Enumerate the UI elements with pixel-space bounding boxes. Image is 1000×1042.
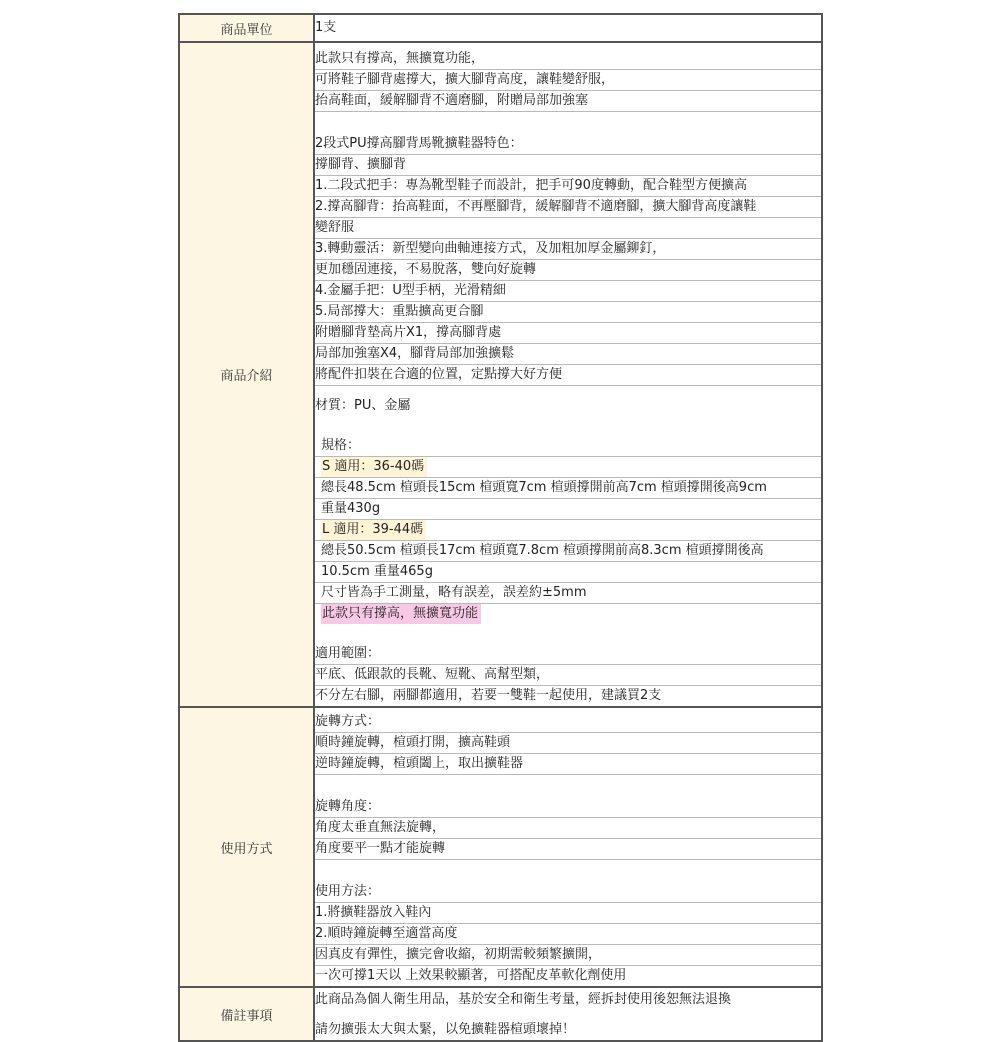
- warning-highlight: 此款只有撐高，無擴寬功能: [321, 604, 481, 624]
- notes-line: 請勿擴張太大與太緊，以免擴鞋器楦頭壞掉！: [315, 1022, 576, 1037]
- row-usage: [179, 707, 822, 987]
- scope-title: 適用範圍：: [315, 644, 822, 665]
- label-usage: 使用方式: [179, 707, 314, 987]
- feature-line: 4.金屬手把：U型手柄，光滑精細: [315, 281, 822, 302]
- method-title: 使用方法：: [315, 882, 822, 903]
- size-l-line: [315, 520, 822, 541]
- method-line: 因真皮有彈性，擴完會收縮，初期需較頻繁擴開，: [315, 945, 822, 966]
- angle-title: 旋轉角度：: [315, 797, 822, 818]
- feature-line: 局部加強塞X4，腳背局部加強擴鬆: [315, 344, 822, 365]
- size-l-highlight: L 適用：39-44碼: [321, 520, 426, 540]
- value-usage: [314, 707, 822, 987]
- size-s-highlight: S 適用：36-40碼: [321, 457, 427, 477]
- spacer: [315, 1010, 821, 1020]
- value-notes: [314, 987, 822, 1041]
- rotation-title: 旋轉方式：: [315, 712, 822, 733]
- label-notes: 備註事項: [179, 987, 314, 1041]
- method-line: 一次可撐1天以 上效果較顯著，可搭配皮革軟化劑使用: [315, 968, 627, 983]
- spacer: [315, 624, 821, 644]
- angle-line: 角度要平一點才能旋轉: [315, 839, 822, 860]
- unit-text: 1支: [315, 20, 337, 35]
- feature-line: 3.轉動靈活：新型變向曲軸連接方式，及加粗加厚金屬鉚釘，: [315, 239, 822, 260]
- spacer: [315, 860, 821, 882]
- size-s-line: [315, 457, 822, 478]
- tolerance-line: 尺寸皆為手工測量，略有誤差，誤差約±5mm: [315, 583, 822, 604]
- size-l-detail: 總長50.5cm 楦頭長17cm 楦頭寬7.8cm 楦頭撐開前高8.3cm 楦頭撐開後高: [315, 541, 822, 562]
- spacer: [315, 386, 821, 396]
- feature-title: 2段式PU撐高腳背馬靴擴鞋器特色：: [315, 134, 822, 155]
- intro-line: 此款只有撐高，無擴寬功能，: [315, 49, 822, 70]
- spacer: [315, 775, 821, 797]
- rotation-line: 順時鐘旋轉，楦頭打開，擴高鞋頭: [315, 733, 822, 754]
- feature-line: 附贈腳背墊高片X1，撐高腳背處: [315, 323, 822, 344]
- label-unit: 商品單位: [179, 14, 314, 42]
- row-unit: [179, 14, 822, 42]
- rotation-line: 逆時鐘旋轉，楦頭闔上，取出擴鞋器: [315, 754, 822, 775]
- spec-title: 規格：: [315, 436, 822, 457]
- scope-line: 平底、低跟款的長靴、短靴、高幫型類，: [315, 665, 822, 686]
- scope-line: 不分左右腳，兩腳都適用，若要一雙鞋一起使用，建議買2支: [315, 688, 662, 703]
- row-intro: [179, 42, 822, 707]
- feature-line: 5.局部撐大：重點擴高更合腳: [315, 302, 822, 323]
- spacer: [315, 112, 821, 134]
- value-unit: [314, 14, 822, 42]
- method-line: 2.順時鐘旋轉至適當高度: [315, 924, 822, 945]
- intro-line: 抬高鞋面，緩解腳背不適磨腳，附贈局部加強塞: [315, 91, 822, 112]
- value-intro: [314, 42, 822, 707]
- size-s-detail: 總長48.5cm 楦頭長15cm 楦頭寬7cm 楦頭撐開前高7cm 楦頭撐開後高9cm: [315, 478, 822, 499]
- notes-line: 此商品為個人衛生用品，基於安全和衛生考量，經拆封使用後恕無法退換: [315, 992, 732, 1007]
- material-line: 材質：PU、金屬: [315, 398, 411, 413]
- method-line: 1.將擴鞋器放入鞋內: [315, 903, 822, 924]
- size-l-detail: 10.5cm 重量465g: [315, 562, 822, 583]
- intro-line: 可將鞋子腳背處撐大，擴大腳背高度，讓鞋變舒服，: [315, 70, 822, 91]
- feature-line: 2.撐高腳背：抬高鞋面，不再壓腳背，緩解腳背不適磨腳，擴大腳背高度讓鞋: [315, 197, 822, 218]
- size-s-detail: 重量430g: [315, 499, 822, 520]
- label-intro: 商品介紹: [179, 42, 314, 707]
- feature-line: 變舒服: [315, 218, 822, 239]
- feature-line: 將配件扣裝在合適的位置，定點撐大好方便: [315, 365, 822, 386]
- angle-line: 角度太垂直無法旋轉，: [315, 818, 822, 839]
- feature-line: 撐腳背、擴腳背: [315, 155, 822, 176]
- warning-line: [315, 604, 822, 624]
- feature-line: 更加穩固連接，不易脫落，雙向好旋轉: [315, 260, 822, 281]
- row-notes: [179, 987, 822, 1041]
- product-spec-table: [178, 13, 823, 1042]
- spacer: [315, 416, 821, 436]
- feature-line: 1.二段式把手：專為靴型鞋子而設計，把手可90度轉動，配合鞋型方便擴高: [315, 176, 822, 197]
